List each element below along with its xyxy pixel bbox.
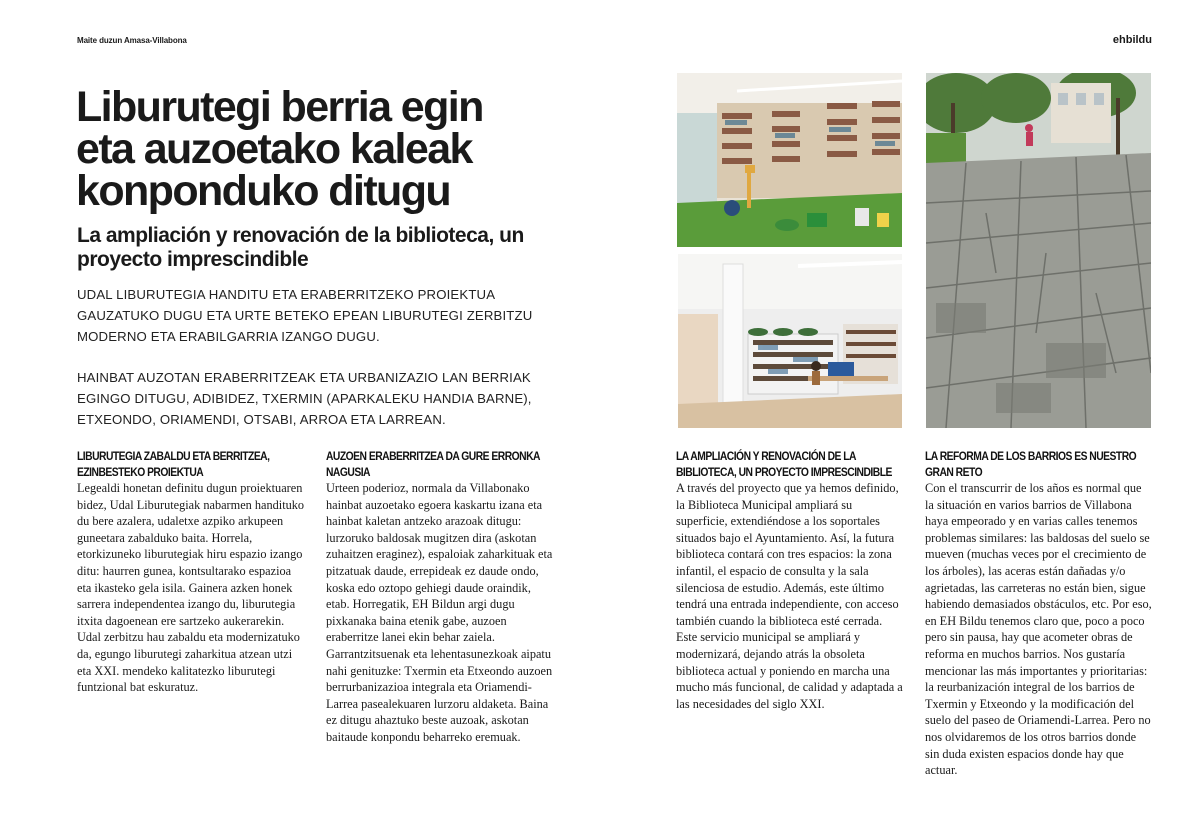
library-children-area-photo [677, 73, 902, 247]
brand-logo: ehbildu [1112, 34, 1152, 46]
article-column-2 [326, 448, 554, 746]
article-column-1 [77, 448, 305, 696]
column-body: Legealdi honetan definitu dugun proiektuaren bidez, Udal Liburutegiak nabarmen handituko du bere azalera, udaletxe azpiko arkupeen guneetara zabalduko baita. Horrela, etorkizuneko liburutegiak hiru espazio izango ditu: haurren gunea, kontsultarako espazioa eta ikasteko gela isila. Gainera azken honek sarrera independentea izango du, liburutegia itxita dagoenean ere sartzeko aukerarekin. Udal zerbitzu hau zabaldu eta modernizatuko da, egungo liburutegi zaharkitua atzean utzi eta XXI. mendeko kalitatezko liburutegi funtzional bat eskuratuz. [77, 481, 305, 695]
lead-paragraph-2: HAINBAT AUZOTAN ERABERRITZEAK ETA URBANIZAZIO LAN BERRIAK EGINGO DITUGU, ADIBIDEZ, TXERMIN (APARKALEKU HANDIA BARNE), ETXEONDO, ORIAMENDI, OTSABI, ARROA ETA LARREAN. [77, 370, 532, 427]
section-label: Maite duzun Amasa-Villabona [77, 36, 187, 45]
column-heading: AUZOEN ERABERRITZEA DA GURE ERRONKA NAGUSIA [326, 449, 540, 479]
page-title: Liburutegi berria egin eta auzoetako kaleak konponduko ditugu [76, 83, 483, 215]
column-body: Urteen poderioz, normala da Villabonako hainbat auzoetako egoera kaskartu izana eta hainbat kaletan antzeko arazoak ditugu: lurzoruko baldosak mugitzen dira (askotan zuhaitzen eraginez), espaloiak zaharkituak eta pitzatuak daude, errepideak ez daude ondo, koska edo oztopo gehiegi daude oraindik, etab. Horregatik, EH Bildun argi dugu pixkanaka baina etenik gabe, auzoen eraberritze lanei ekin behar zaiela. Garrantzitsuenak eta lehentasunezkoak aipatu nahi genituzke: Txermin eta Etxeondo auzoen berrurbanizazioa integrala eta Oriamendi-Larrea pasealekuaren lurzoru aldaketa. Baina ez ditugu ahaztuko beste auzoak, askotan baitaude konpondu beharreko eremuak. [326, 481, 553, 744]
column-heading: LIBURUTEGIA ZABALDU ETA BERRITZEA, EZINBESTEKO PROIEKTUA [77, 449, 270, 479]
library-study-area-photo [678, 254, 902, 428]
article-column-3 [676, 448, 904, 712]
column-body: A través del proyecto que ya hemos definido, la Biblioteca Municipal ampliará su superficie, extendiéndose a los soportales situados bajo el Ayuntamiento. Así, la futura biblioteca contará con tres espacios: la zona infantil, el espacio de consulta y la sala silenciosa de estudio. Además, este último tendrá una entrada independiente, con acceso también cuando la biblioteca esté cerrada. Este servicio municipal se ampliará y modernizará, dejando atrás la obsoleta biblioteca actual y poniendo en marcha una mucho más funcional, de calidad y adaptada a las necesidades del siglo XXI. [676, 481, 903, 711]
column-heading: LA AMPLIACIÓN Y RENOVACIÓN DE LA BIBLIOTECA, UN PROYECTO IMPRESCINDIBLE [676, 449, 892, 479]
damaged-pavement-photo [926, 73, 1151, 428]
column-body: Con el transcurrir de los años es normal que la situación en varios barrios de Villabona haya empeorado y en varias calles tenemos problemas similares: las baldosas del suelo se mueven (muchas veces por el crecimiento de los árboles), las aceras están dañadas y/o agrietadas, las carreteras no están bien, sigue habiendo demasiados obstáculos, etc. Por eso, en EH Bildu tenemos claro que, poco a poco pero sin pausa, hay que acometer obras de reforma en muchos barrios. Nos gustaría mencionar las más importantes y prioritarias: la reurbanización integral de los barrios de Txermin y Etxeondo y la modificación del suelo del paseo de Oriamendi-Larrea. Pero no nos olvidaremos de los otros barrios donde sin duda existen espacios donde hay que actuar. [925, 481, 1152, 778]
article-column-4 [925, 448, 1153, 779]
lead-paragraph-1: UDAL LIBURUTEGIA HANDITU ETA ERABERRITZEKO PROIEKTUA GAUZATUKO DUGU ETA URTE BETEKO EPEAN LIBURUTEGI ZERBITZU MODERNO ETA ERABILGARRIA IZANGO DUGU. [77, 287, 533, 344]
subtitle: La ampliación y renovación de la biblioteca, un proyecto imprescindible [77, 224, 524, 271]
column-heading: LA REFORMA DE LOS BARRIOS ES NUESTRO GRAN RETO [925, 449, 1137, 479]
